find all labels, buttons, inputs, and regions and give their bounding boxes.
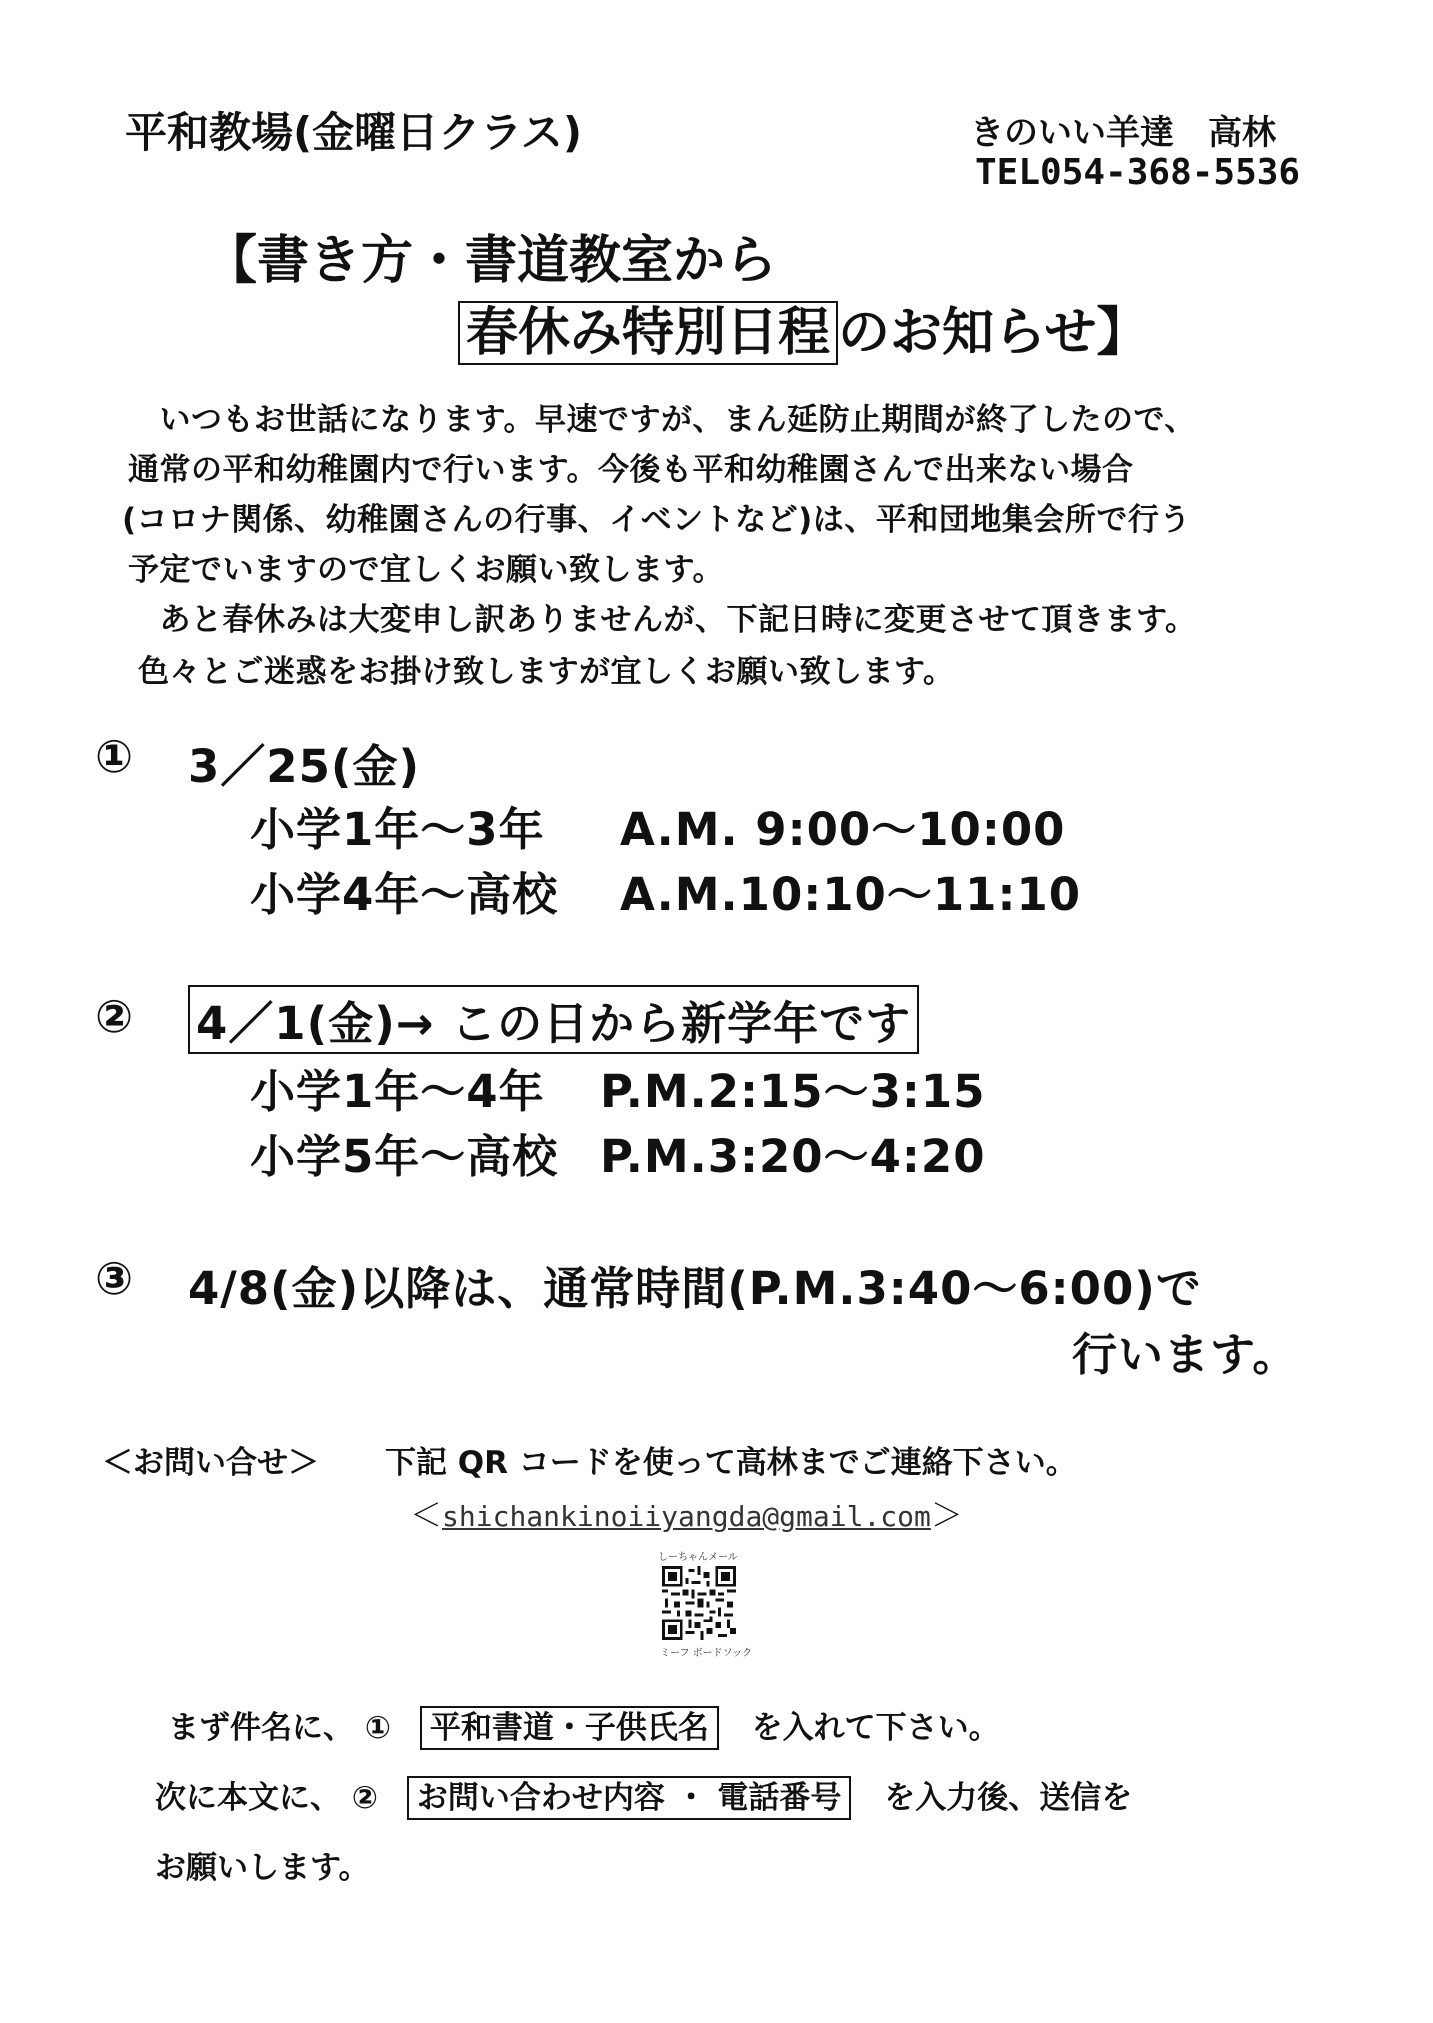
title-line-2: [458, 290, 1148, 365]
schedule-2-grade-a: 小学1年～4年: [250, 1065, 545, 1118]
teacher-name: きのいい羊達 高林: [970, 113, 1276, 153]
email-open-bracket: ＜: [410, 1496, 443, 1534]
contact-heading: ＜お問い合せ＞: [102, 1445, 319, 1481]
body-line-3: (コロナ関係、幼稚園さんの行事、イベントなど)は、平和団地集会所で行う: [122, 502, 1191, 538]
instruction-line-1: [168, 1702, 1000, 1747]
schedule-3-text: 4/8(金)以降は、通常時間(P.M.3:40～6:00)で: [188, 1262, 1202, 1315]
schedule-2-number: ②: [95, 990, 135, 1043]
instruction-2-prefix: 次に本文に、 ②: [155, 1780, 379, 1816]
instruction-1-suffix: を入れて下さい。: [751, 1710, 1000, 1746]
body-line-4: 予定でいますので宜しくお願い致します。: [128, 552, 725, 588]
body-format-box: お問い合わせ内容 ・ 電話番号: [407, 1776, 852, 1820]
body-line-1: いつもお世話になります。早速ですが、まん延防止期間が終了したので、: [128, 402, 1196, 438]
qr-caption-top: しーちゃんメール: [658, 1552, 738, 1563]
schedule-1-time-b: A.M.10:10～11:10: [620, 868, 1082, 921]
title-line-2-rest: のお知らせ】: [838, 303, 1149, 363]
schedule-2-grade-b: 小学5年～高校: [250, 1130, 559, 1183]
contact-text: 下記 QR コードを使って高林までご連絡下さい。: [385, 1445, 1077, 1481]
instruction-line-3: お願いします。: [155, 1850, 370, 1886]
schedule-1-grade-b: 小学4年～高校: [250, 868, 559, 921]
schedule-1-number: ①: [95, 730, 135, 783]
email-link[interactable]: shichankinoiiyangda@gmail.com: [442, 1500, 931, 1533]
email-line: [410, 1490, 963, 1536]
schedule-1-time-a: A.M. 9:00～10:00: [620, 803, 1066, 856]
schedule-1-grade-a: 小学1年～3年: [250, 803, 545, 856]
schedule-3-number: ③: [95, 1252, 135, 1305]
title-highlight-box: 春休み特別日程: [458, 301, 838, 365]
body-line-2: 通常の平和幼稚園内で行います。今後も平和幼稚園さんで出来ない場合: [128, 452, 1134, 488]
schedule-3-text-cont: 行います。: [1072, 1328, 1299, 1381]
class-name: 平和教場(金曜日クラス): [125, 108, 583, 157]
schedule-1-date: 3／25(金): [188, 740, 421, 793]
schedule-2-time-a: P.M.2:15～3:15: [600, 1065, 986, 1118]
subject-format-box: 平和書道・子供氏名: [420, 1706, 719, 1750]
qr-code-area: [636, 1548, 766, 1668]
instruction-line-2: [155, 1772, 1132, 1817]
title-line-1: 【書き方・書道教室から: [205, 231, 778, 291]
schedule-2-date-box: 4／1(金)→ この日から新学年です: [188, 985, 919, 1054]
qr-code-icon[interactable]: [662, 1566, 736, 1640]
instruction-2-suffix: を入力後、送信を: [884, 1780, 1133, 1816]
body-line-6: 色々とご迷惑をお掛け致しますが宜しくお願い致します。: [138, 654, 955, 690]
schedule-2-time-b: P.M.3:20～4:20: [600, 1130, 986, 1183]
phone-number: TEL054-368-5536: [975, 152, 1301, 193]
qr-caption-bottom: ミーフ ボードソック: [660, 1648, 753, 1659]
body-line-5: あと春休みは大変申し訳ありませんが、下記日時に変更させて頂きます。: [128, 602, 1197, 638]
instruction-1-prefix: まず件名に、 ①: [168, 1710, 392, 1746]
email-close-bracket: ＞: [930, 1496, 963, 1534]
